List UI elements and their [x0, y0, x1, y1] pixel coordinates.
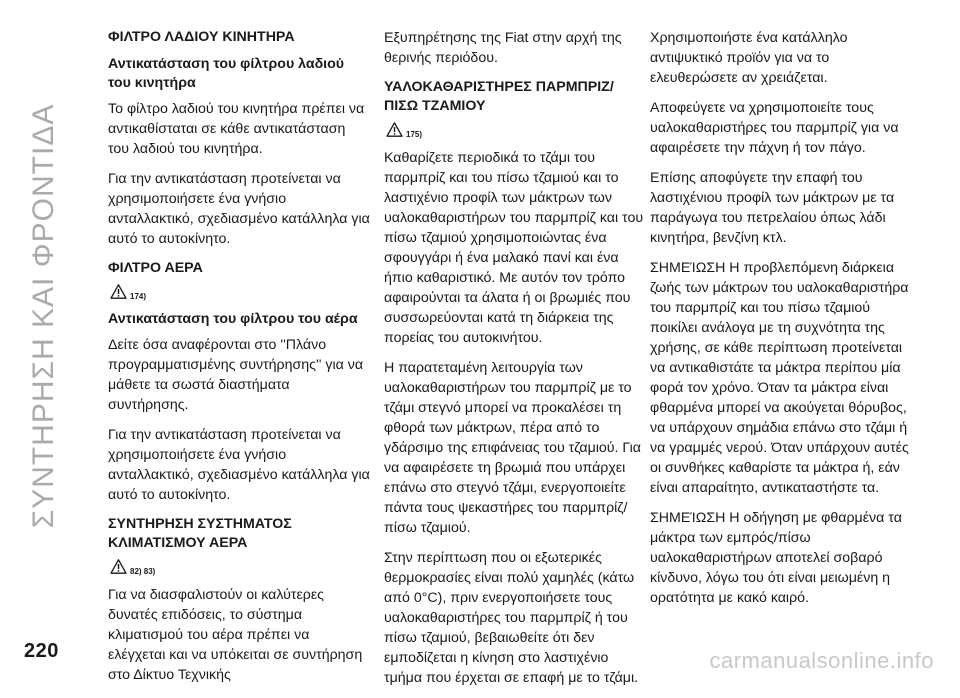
paragraph-3-note-1: ΣΗΜΕΊΩΣΗ Η προβλεπόμενη διάρκεια ζωής των μάκτρων του υαλοκαθαριστήρα του παρμπρίζ και του πίσω τζαμιού ποικίλει ανάλογα με τη συχνότητα της χρήσης, σε κάθε περίπτωση προτείνεται να αντικαθιστάτε τα μάκτρα περίπου μία φορά τον χρόνο. Όταν τα μάκτρα είναι φθαρμένα μπορεί να ακούγεται θόρυβος, να υπάρχουν σημάδια επάνω στο τζάμι ή να γραμμές νερού. Όταν υπάρχουν αυτές οι συνθήκες καθαρίστε τα μάκτρα ή, εάν είναι απαραίτητο, αντικαταστήστε τα. [650, 260, 909, 496]
paragraph-air-1: Δείτε όσα αναφέρονται στο ''Πλάνο προγραμματισμένης συντήρησης'' για να μάθετε τα σωστά διαστήματα συντήρησης. [108, 337, 364, 413]
warning-ref-ac-label: 82) 83) [130, 567, 156, 576]
watermark: carmanualsonline.info [709, 648, 934, 673]
side-section-title-text: ΣΥΝΤΗΡΗΣΗ ΚΑΙ ΦΡΟΝΤΙΔΑ [27, 103, 60, 529]
paragraph-ac: Για να διασφαλιστούν οι καλύτερες δυνατές επιδόσεις, το σύστημα κλιματισμού του αέρα πρέπει να ελέγχεται και να υπόκειται σε συντήρηση στο Δίκτυο Τεχνικής [108, 587, 363, 683]
paragraph-oil-1: Το φίλτρο λαδιού του κινητήρα πρέπει να αντικαθίσταται σε κάθε αντικατάσταση του λαδιού του κινητήρα. [108, 101, 365, 157]
paragraph-wipers-3: Στην περίπτωση που οι εξωτερικές θερμοκρασίες είναι πολύ χαμηλές (κάτω από 0°C), πριν ενεργοποιήσετε τους υαλοκαθαριστήρες του παρμπρίζ ή του πίσω τζαμιού, βεβαιωθείτε ότι δεν εμποδίζεται η κίνηση στο λαστιχένιο τμήμα που έρχεται σε επαφή με το τζάμι. [384, 550, 639, 686]
warning-triangle-icon [110, 284, 127, 299]
paragraph-3-3: Επίσης αποφύγετε την επαφή του λαστιχένιου προφίλ των μάκτρων με τα παράγωγα του πετρελαίου όπως λάδι κινητήρα, βενζίνη κτλ. [650, 170, 895, 246]
heading-wipers: ΥΑΛΟΚΑΘΑΡΙΣΤΗΡΕΣ ΠΑΡΜΠΡΙΖ/ΠΙΣΩ ΤΖΑΜΙΟΥ [384, 79, 614, 114]
column-2 [384, 28, 646, 698]
paragraph-air-2: Για την αντικατάσταση προτείνεται να χρησιμοποιήσετε ένα γνήσιο ανταλλακτικό, σχεδιασμένο κατάλληλα για αυτό το αυτοκίνητο. [108, 427, 370, 503]
warning-ref-ac [110, 559, 370, 577]
heading-ac-maintenance: ΣΥΝΤΗΡΗΣΗ ΣΥΣΤΗΜΑΤΟΣ ΚΛΙΜΑΤΙΣΜΟΥ ΑΕΡΑ [108, 516, 292, 551]
heading-oil-filter: ΦΙΛΤΡΟ ΛΑΔΙΟΥ ΚΙΝΗΤΗΡΑ [108, 29, 295, 45]
warning-ref-air-label: 174) [130, 292, 147, 301]
warning-ref-air [110, 284, 370, 302]
subheading-air-filter-replacement: Αντικατάσταση του φίλτρου του αέρα [108, 311, 358, 327]
warning-triangle-icon [110, 559, 127, 574]
paragraph-3-note-2: ΣΗΜΕΊΩΣΗ Η οδήγηση με φθαρμένα τα μάκτρα των εμπρός/πίσω υαλοκαθαριστήρων αποτελεί σοβαρό κίνδυνο, λόγω του ότι είναι μειωμένη η ορατότητα με κακό καιρό. [650, 510, 902, 606]
warning-triangle-icon [386, 122, 403, 137]
paragraph-3-2: Αποφεύγετε να χρησιμοποιείτε τους υαλοκαθαριστήρες του παρμπρίζ για να αφαιρέσετε την πάχνη ή τον πάγο. [650, 100, 899, 156]
warning-ref-wipers-label: 175) [406, 130, 423, 139]
subheading-oil-filter-replacement: Αντικατάσταση του φίλτρου λαδιού του κινητήρα [108, 56, 345, 91]
heading-air-filter: ΦΙΛΤΡΟ ΑΕΡΑ [108, 260, 203, 276]
paragraph-ac-continued: Εξυπηρέτησης της Fiat στην αρχή της θερινής περιόδου. [384, 30, 622, 66]
column-1 [108, 28, 370, 695]
paragraph-oil-2: Για την αντικατάσταση προτείνεται να χρησιμοποιήσετε ένα γνήσιο ανταλλακτικό, σχεδιασμένο κατάλληλα για αυτό το αυτοκίνητο. [108, 171, 370, 247]
page-number: 220 [24, 640, 59, 662]
warning-ref-wipers [386, 122, 646, 140]
paragraph-wipers-2: Η παρατεταμένη λειτουργία των υαλοκαθαριστήρων του παρμπρίζ με το τζάμι στεγνό μπορεί να προκαλέσει τη φθορά των μάκτρων, πέρα από το γδάρσιμο της επιφάνειας του τζαμιού. Για να αφαιρέσετε τη βρωμιά που υπάρχει επάνω στο στεγνό τζάμι, ενεργοποιείτε πάντα τους ψεκαστήρες του παρμπρίζ/πίσω τζαμιού. [384, 360, 641, 536]
paragraph-wipers-1: Καθαρίζετε περιοδικά το τζάμι του παρμπρίζ και του πίσω τζαμιού και το λαστιχένιο προφίλ των μάκτρων των υαλοκαθαριστήρων του παρμπρίζ και του πίσω τζαμιού χρησιμοποιώντας ένα σφουγγάρι ή ένα μαλακό πανί και ένα ήπιο καθαριστικό. Με αυτόν τον τρόπο αφαιρούνται τα άλατα ή οι βρωμιές που συσσωρεύονται κατά τη διάρκεια της πορείας του αυτοκινήτου. [384, 150, 644, 346]
column-3 [650, 28, 910, 618]
paragraph-3-1: Χρησιμοποιήστε ένα κατάλληλο αντιψυκτικό προϊόν για να το ελευθερώσετε αν χρειάζεται. [650, 30, 848, 86]
side-section-title [0, 0, 94, 678]
